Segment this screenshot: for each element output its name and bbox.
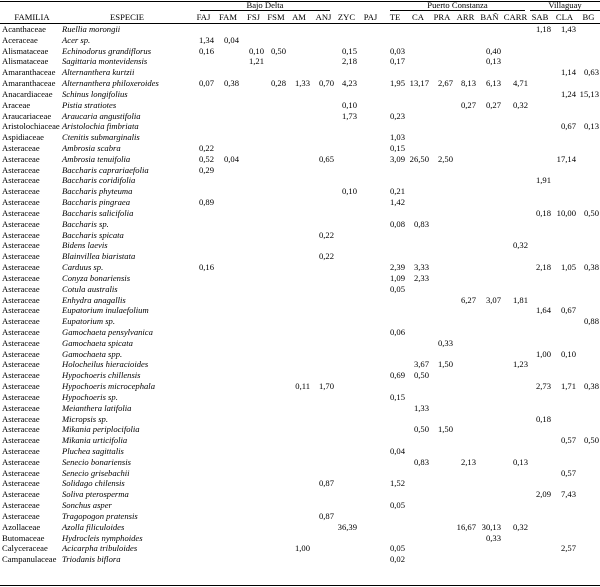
value-cell: 1,73 [341, 110, 357, 121]
column-header-13: ARR [456, 12, 475, 22]
value-cell: 10,00 [556, 207, 576, 218]
value-cell: 0,57 [560, 435, 576, 446]
bottom-rule [0, 585, 600, 586]
value-cell: 0,15 [341, 45, 357, 56]
value-cell: 0,17 [389, 56, 405, 67]
value-cell: 0,27 [460, 99, 476, 110]
value-cell: 3,07 [485, 294, 501, 305]
species-cell: Senecio bonariensis [62, 456, 131, 467]
value-cell: 2,67 [437, 78, 453, 89]
species-cell: Pistia stratiotes [62, 99, 117, 110]
value-cell: 1,50 [437, 424, 453, 435]
species-cell: Mikania periplocifolia [62, 424, 140, 435]
family-cell: Asteraceae [2, 456, 40, 467]
value-cell: 13,17 [409, 78, 429, 89]
value-cell: 0,32 [512, 521, 528, 532]
value-cell: 2,57 [560, 543, 576, 554]
value-cell: 1,09 [389, 272, 405, 283]
value-cell: 0,52 [198, 153, 214, 164]
family-cell: Asteraceae [2, 391, 40, 402]
value-cell: 0,50 [583, 435, 599, 446]
region-header-2: Villaguay [548, 0, 582, 10]
column-header-15: CARR [503, 12, 528, 22]
species-cell: Schinus longifolius [62, 88, 128, 99]
value-cell: 0,87 [318, 510, 334, 521]
value-cell: 1,21 [248, 56, 264, 67]
value-cell: 1,23 [512, 359, 528, 370]
value-cell: 0,10 [560, 348, 576, 359]
value-cell: 0,06 [389, 326, 405, 337]
value-cell: 1,18 [535, 24, 551, 34]
value-cell: 0,07 [198, 78, 214, 89]
species-cell: Bidens laevis [62, 240, 108, 251]
value-cell: 0,22 [198, 143, 214, 154]
value-cell: 3,67 [413, 359, 429, 370]
column-header-5: FSM [267, 12, 285, 22]
family-cell: Asteraceae [2, 413, 40, 424]
family-cell: Asteraceae [2, 207, 40, 218]
species-cell: Sagittaria montevidensis [62, 56, 148, 67]
species-cell: Ambrosia scabra [62, 143, 121, 154]
value-cell: 0,22 [318, 251, 334, 262]
family-cell: Acanthaceae [2, 24, 46, 34]
species-cell: Pluchea sagittalis [62, 445, 124, 456]
family-cell: Araceae [2, 99, 31, 110]
value-cell: 7,43 [560, 489, 576, 500]
family-cell: Asteraceae [2, 359, 40, 370]
column-header-3: FAM [219, 12, 237, 22]
value-cell: 0,04 [223, 153, 239, 164]
value-cell: 0,32 [512, 240, 528, 251]
species-cell: Azolla filiculoides [62, 521, 125, 532]
value-cell: 0,18 [535, 413, 551, 424]
family-cell: Asteraceae [2, 424, 40, 435]
value-cell: 0,50 [270, 45, 286, 56]
value-cell: 0,15 [389, 143, 405, 154]
family-cell: Asteraceae [2, 435, 40, 446]
column-header-8: ZYC [337, 12, 356, 22]
value-cell: 2,13 [460, 456, 476, 467]
family-cell: Campanulaceae [2, 554, 57, 565]
family-cell: Asteraceae [2, 510, 40, 521]
species-cell: Acer sp. [62, 34, 91, 45]
column-header-16: SAB [531, 12, 549, 22]
value-cell: 0,38 [583, 381, 599, 392]
value-cell: 0,67 [560, 305, 576, 316]
family-cell: Asteraceae [2, 370, 40, 381]
family-cell: Asteraceae [2, 402, 40, 413]
value-cell: 0,03 [389, 45, 405, 56]
family-cell: Araucariaceae [2, 110, 52, 121]
species-cell: Ruellia morongii [62, 24, 121, 34]
value-cell: 0,83 [413, 218, 429, 229]
family-cell: Aristolochiaceae [2, 121, 60, 132]
value-cell: 0,02 [389, 554, 405, 565]
family-cell: Asteraceae [2, 326, 40, 337]
value-cell: 0,16 [198, 262, 214, 273]
species-cell: Sonchus asper [62, 500, 112, 511]
species-cell: Hydrocleis nymphoides [62, 532, 143, 543]
column-header-9: PAJ [363, 12, 378, 22]
species-cell: Hypochoeris chillensis [62, 370, 141, 381]
value-cell: 0,04 [223, 34, 239, 45]
species-cell: Soliva pterosperma [62, 489, 129, 500]
value-cell: 0,16 [198, 45, 214, 56]
value-cell: 1,52 [389, 478, 405, 489]
value-cell: 0,05 [389, 500, 405, 511]
value-cell: 0,23 [389, 110, 405, 121]
value-cell: 0,27 [485, 99, 501, 110]
species-cell: Eupatorium inulaefolium [62, 305, 149, 316]
value-cell: 4,71 [512, 78, 528, 89]
species-cell: Blainvillea biaristata [62, 251, 136, 262]
species-cell: Hypochoeris microcephala [62, 381, 155, 392]
family-cell: Asteraceae [2, 272, 40, 283]
species-cell: Aristolochia fimbriata [62, 121, 139, 132]
value-cell: 0,33 [485, 532, 501, 543]
family-cell: Azollaceae [2, 521, 41, 532]
value-cell: 26,50 [409, 153, 429, 164]
value-cell: 0,50 [413, 370, 429, 381]
value-cell: 0,70 [318, 78, 334, 89]
species-cell: Hypochoeris sp. [62, 391, 118, 402]
family-cell: Asteraceae [2, 229, 40, 240]
value-cell: 2,33 [413, 272, 429, 283]
value-cell: 3,09 [389, 153, 405, 164]
value-cell: 0,83 [413, 456, 429, 467]
value-cell: 0,89 [198, 197, 214, 208]
species-cell: Ambrosia tenuifolia [62, 153, 131, 164]
value-cell: 0,15 [389, 391, 405, 402]
species-cell: Holocheilus hieracioides [62, 359, 149, 370]
value-cell: 0,33 [437, 337, 453, 348]
value-cell: 1,42 [389, 197, 405, 208]
value-cell: 1,50 [437, 359, 453, 370]
column-header-11: CA [412, 12, 424, 22]
value-cell: 36,39 [337, 521, 357, 532]
column-header-18: BG [582, 12, 595, 22]
family-cell: Alismataceae [2, 56, 49, 67]
species-cell: Gamochaeta spicata [62, 337, 133, 348]
family-cell: Asteraceae [2, 262, 40, 273]
value-cell: 0,10 [341, 99, 357, 110]
family-cell: Asteraceae [2, 294, 40, 305]
column-header-4: FSJ [247, 12, 260, 22]
region-header-0: Bajo Delta [246, 0, 284, 10]
value-cell: 1,14 [560, 67, 576, 78]
family-cell: Asteraceae [2, 175, 40, 186]
value-cell: 0,63 [583, 67, 599, 78]
species-cell: Baccharis caprariaefolia [62, 164, 149, 175]
value-cell: 1,70 [318, 381, 334, 392]
value-cell: 16,67 [456, 521, 476, 532]
species-cell: Echinodorus grandiflorus [62, 45, 152, 56]
value-cell: 2,18 [535, 262, 551, 273]
family-cell: Asteraceae [2, 316, 40, 327]
value-cell: 0,05 [389, 543, 405, 554]
value-cell: 2,18 [341, 56, 357, 67]
column-header-12: PRA [433, 12, 451, 22]
value-cell: 1,00 [535, 348, 551, 359]
value-cell: 0,28 [270, 78, 286, 89]
value-cell: 30,13 [481, 521, 501, 532]
family-cell: Asteraceae [2, 467, 40, 478]
family-cell: Asteraceae [2, 197, 40, 208]
value-cell: 0,21 [389, 186, 405, 197]
value-cell: 0,22 [318, 229, 334, 240]
value-cell: 0,11 [295, 381, 310, 392]
value-cell: 2,09 [535, 489, 551, 500]
value-cell: 0,87 [318, 478, 334, 489]
family-cell: Asteraceae [2, 337, 40, 348]
value-cell: 8,13 [460, 78, 476, 89]
family-cell: Anacardiaceae [2, 88, 53, 99]
family-cell: Aceraceae [2, 34, 38, 45]
family-cell: Asteraceae [2, 283, 40, 294]
value-cell: 0,13 [583, 121, 599, 132]
column-header-1: ESPECIE [110, 12, 144, 22]
species-cell: Ctenitis submarginalis [62, 132, 140, 143]
value-cell: 0,10 [341, 186, 357, 197]
value-cell: 1,71 [560, 381, 576, 392]
column-header-10: TE [389, 12, 401, 22]
family-cell: Asteraceae [2, 305, 40, 316]
family-cell: Asteraceae [2, 164, 40, 175]
species-cell: Baccharis phyteuma [62, 186, 133, 197]
column-header-17: CLA [555, 12, 574, 22]
value-cell: 0,38 [223, 78, 239, 89]
value-cell: 0,50 [583, 207, 599, 218]
value-cell: 0,13 [512, 456, 528, 467]
family-cell: Alismataceae [2, 45, 49, 56]
species-cell: Gamochaeta pensylvanica [62, 326, 153, 337]
value-cell: 0,65 [318, 153, 334, 164]
species-cell: Acicarpha tribuloides [62, 543, 138, 554]
value-cell: 0,69 [389, 370, 405, 381]
species-cell: Baccharis sp. [62, 218, 109, 229]
value-cell: 1,05 [560, 262, 576, 273]
column-header-6: AM [292, 12, 306, 22]
family-cell: Asteraceae [2, 445, 40, 456]
species-cell: Araucaria angustifolia [62, 110, 141, 121]
species-cell: Baccharis coridifolia [62, 175, 136, 186]
value-cell: 0,05 [389, 283, 405, 294]
value-cell: 4,23 [341, 78, 357, 89]
family-cell: Asteraceae [2, 240, 40, 251]
value-cell: 0,57 [560, 467, 576, 478]
family-cell: Asteraceae [2, 251, 40, 262]
family-cell: Amaranthaceae [2, 78, 56, 89]
family-cell: Asteraceae [2, 500, 40, 511]
species-cell: Baccharis salicifolia [62, 207, 134, 218]
family-cell: Asteraceae [2, 186, 40, 197]
value-cell: 0,38 [583, 262, 599, 273]
species-cell: Solidago chilensis [62, 478, 125, 489]
value-cell: 0,29 [198, 164, 214, 175]
region-header-1: Puerto Constanza [427, 0, 488, 10]
value-cell: 0,13 [485, 56, 501, 67]
family-cell: Butomaceae [2, 532, 45, 543]
species-cell: Tragopogon pratensis [62, 510, 138, 521]
family-cell: Calyceraceae [2, 543, 48, 554]
species-cell: Micropsis sp. [62, 413, 108, 424]
value-cell: 0,10 [248, 45, 264, 56]
species-cell: Alternanthera kurtzii [62, 67, 135, 78]
family-cell: Aspidiaceae [2, 132, 44, 143]
value-cell: 0,18 [535, 207, 551, 218]
family-cell: Asteraceae [2, 143, 40, 154]
value-cell: 1,64 [535, 305, 551, 316]
value-cell: 1,43 [560, 24, 576, 34]
value-cell: 1,24 [560, 88, 576, 99]
value-cell: 1,91 [535, 175, 551, 186]
family-cell: Asteraceae [2, 153, 40, 164]
value-cell: 1,33 [294, 78, 310, 89]
value-cell: 2,73 [535, 381, 551, 392]
value-cell: 0,04 [389, 445, 405, 456]
family-cell: Asteraceae [2, 381, 40, 392]
column-header-14: BAÑ [480, 12, 499, 22]
species-cell: Cotula australis [62, 283, 118, 294]
value-cell: 1,81 [512, 294, 528, 305]
value-cell: 2,50 [437, 153, 453, 164]
species-cell: Baccharis spicata [62, 229, 124, 240]
family-cell: Asteraceae [2, 478, 40, 489]
species-cell: Mikania urticifolia [62, 435, 128, 446]
value-cell: 6,27 [460, 294, 476, 305]
value-cell: 3,33 [413, 262, 429, 273]
species-cell: Carduus sp. [62, 262, 104, 273]
species-cell: Meianthera latifolia [62, 402, 132, 413]
species-cell: Baccharis pingraea [62, 197, 131, 208]
value-cell: 1,03 [389, 132, 405, 143]
species-cell: Eupatorium sp. [62, 316, 115, 327]
value-cell: 6,13 [485, 78, 501, 89]
family-cell: Amaranthaceae [2, 67, 56, 78]
family-cell: Asteraceae [2, 218, 40, 229]
value-cell: 1,33 [413, 402, 429, 413]
column-header-0: FAMILIA [14, 12, 50, 22]
column-header-2: FAJ [196, 12, 211, 22]
value-cell: 0,50 [413, 424, 429, 435]
value-cell: 1,00 [294, 543, 310, 554]
value-cell: 15,13 [579, 88, 599, 99]
species-cell: Conyza bonariensis [62, 272, 131, 283]
value-cell: 17,14 [556, 153, 576, 164]
value-cell: 1,34 [198, 34, 214, 45]
species-cell: Triodanis biflora [62, 554, 121, 565]
species-cell: Alternanthera philoxeroides [62, 78, 159, 89]
value-cell: 1,95 [389, 78, 405, 89]
family-cell: Asteraceae [2, 489, 40, 500]
species-cell: Senecio grisebachii [62, 467, 130, 478]
value-cell: 0,40 [485, 45, 501, 56]
value-cell: 2,39 [389, 262, 405, 273]
value-cell: 0,88 [583, 316, 599, 327]
column-header-7: ANJ [315, 12, 332, 22]
family-cell: Asteraceae [2, 348, 40, 359]
species-cell: Enhydra anagallis [62, 294, 126, 305]
value-cell: 0,67 [560, 121, 576, 132]
value-cell: 0,32 [512, 99, 528, 110]
species-cell: Gamochaeta spp. [62, 348, 123, 359]
value-cell: 0,08 [389, 218, 405, 229]
